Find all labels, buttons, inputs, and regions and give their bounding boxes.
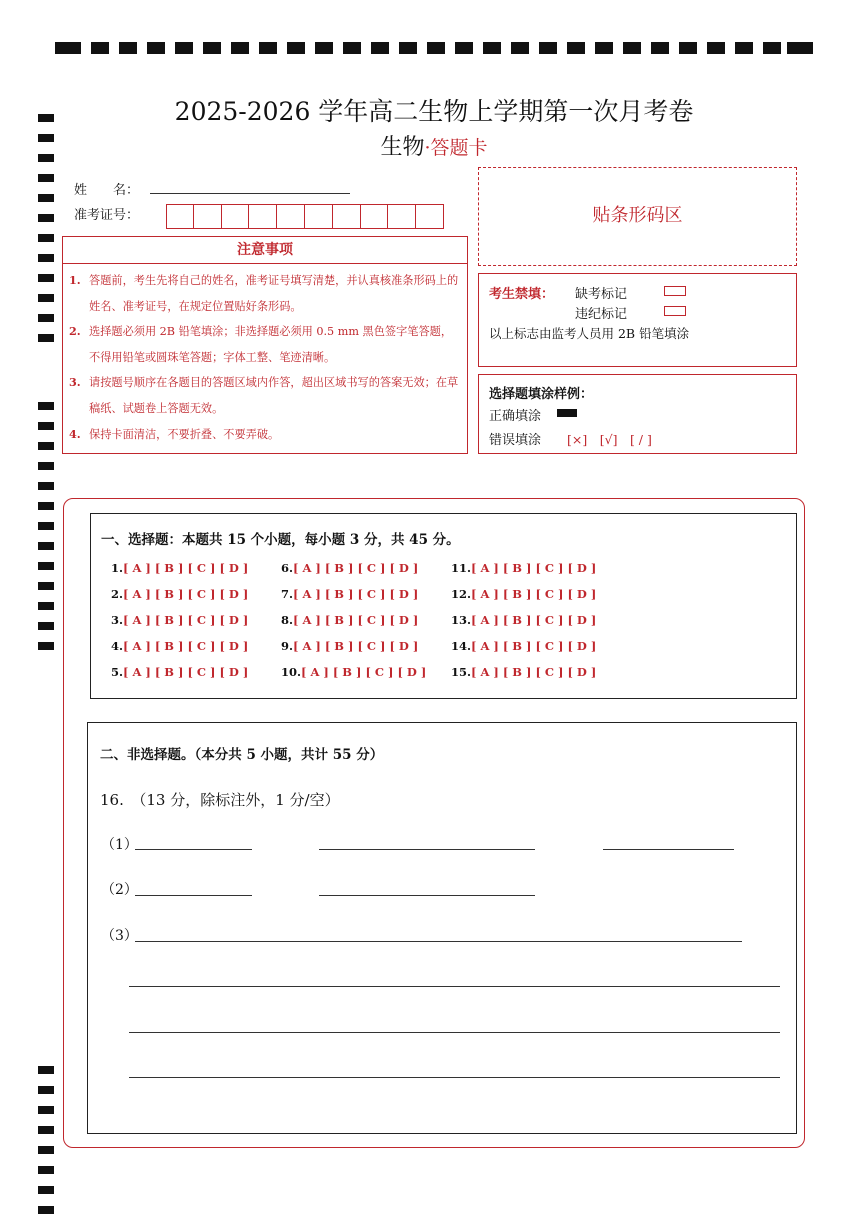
timing-mark [679, 42, 697, 54]
timing-mark [119, 42, 137, 54]
timing-mark [735, 42, 753, 54]
answer-line[interactable] [319, 849, 535, 850]
id-digit-box[interactable] [333, 204, 361, 229]
subject-label: 生物 [380, 135, 425, 160]
notice-item: 1. 答题前，考生先将自己的姓名，准考证号填写清楚，并认真核准条形码上的姓名、准考证号，在规定位置贴好条形码。 [69, 273, 459, 313]
choice-question[interactable] [281, 613, 418, 627]
forbid-note: 以上标志由监考人员用 2B 铅笔填涂 [489, 326, 690, 341]
choice-question[interactable] [111, 613, 248, 627]
choice-question[interactable] [111, 561, 248, 575]
timing-mark [38, 194, 54, 202]
question-number: 11. [451, 561, 472, 575]
timing-mark [399, 42, 417, 54]
answer-card-label: 答题卡 [430, 137, 488, 159]
choice-heading: 一、选择题：本题共 15 个小题，每小题 3 分，共 45 分。 [101, 532, 460, 548]
notice-item: 4. 保持卡面清洁，不要折叠、不要弄破。 [69, 426, 280, 441]
name-label: 姓 名： [74, 183, 140, 198]
absent-mark-box[interactable] [664, 286, 686, 296]
blank-label-3: （3） [101, 928, 138, 944]
timing-mark [38, 562, 54, 570]
timing-mark [651, 42, 669, 54]
wrong-label: 错误填涂 [489, 433, 542, 448]
notice-box [62, 236, 468, 454]
timing-mark [315, 42, 333, 54]
timing-mark [38, 522, 54, 530]
timing-mark [91, 42, 109, 54]
choice-question[interactable] [451, 561, 596, 575]
timing-mark [147, 42, 165, 54]
timing-mark [38, 1206, 54, 1214]
answer-line[interactable] [129, 1032, 780, 1033]
free-response-section [87, 722, 797, 1134]
timing-mark [38, 314, 54, 322]
subtitle-dot: · [424, 137, 431, 159]
violation-label: 违纪标记 [575, 307, 628, 322]
id-digit-box[interactable] [249, 204, 277, 229]
blank-label-2: （2） [101, 882, 138, 898]
timing-mark [287, 42, 305, 54]
answer-options[interactable]: [ A ] [ B ] [ C ] [ D ] [471, 561, 597, 575]
answer-line[interactable] [135, 895, 252, 896]
answer-options[interactable]: [ A ] [ B ] [ C ] [ D ] [293, 613, 419, 627]
timing-mark [483, 42, 501, 54]
timing-mark [38, 482, 54, 490]
answer-line[interactable] [603, 849, 734, 850]
question-number: 8. [281, 613, 294, 627]
timing-mark [38, 622, 54, 630]
timing-mark [38, 234, 54, 242]
choice-question[interactable] [281, 639, 418, 653]
timing-mark [38, 254, 54, 262]
exam-subtitle [0, 130, 868, 161]
timing-mark [511, 42, 529, 54]
timing-mark [707, 42, 725, 54]
timing-mark [595, 42, 613, 54]
choice-question[interactable] [111, 639, 248, 653]
answer-options[interactable]: [ A ] [ B ] [ C ] [ D ] [123, 613, 249, 627]
timing-mark [38, 1166, 54, 1174]
id-digit-box[interactable] [277, 204, 305, 229]
timing-mark [38, 334, 54, 342]
timing-mark [38, 1146, 54, 1154]
question-number: 3. [111, 613, 124, 627]
timing-mark [38, 582, 54, 590]
id-digit-box[interactable] [222, 204, 250, 229]
id-digit-box[interactable] [361, 204, 389, 229]
timing-mark [203, 42, 221, 54]
timing-mark [787, 42, 813, 54]
absent-label: 缺考标记 [575, 287, 628, 302]
choice-question[interactable] [111, 587, 248, 601]
timing-mark [38, 1066, 54, 1074]
answer-options[interactable]: [ A ] [ B ] [ C ] [ D ] [123, 561, 249, 575]
question-number: 4. [111, 639, 124, 653]
timing-mark [231, 42, 249, 54]
answer-line[interactable] [135, 849, 252, 850]
timing-mark [38, 422, 54, 430]
timing-mark [371, 42, 389, 54]
id-digit-box[interactable] [166, 204, 194, 229]
answer-options[interactable]: [ A ] [ B ] [ C ] [ D ] [293, 587, 419, 601]
answer-line[interactable] [319, 895, 535, 896]
id-digit-box[interactable] [388, 204, 416, 229]
timing-mark [38, 462, 54, 470]
answer-options[interactable]: [ A ] [ B ] [ C ] [ D ] [471, 587, 597, 601]
examiner-only-box [478, 273, 797, 367]
notice-item: 3. 请按题号顺序在各题目的答题区域内作答，超出区域书写的答案无效；在草稿纸、试题卷上答题无效。 [69, 375, 459, 415]
timing-mark [38, 294, 54, 302]
notice-title: 注意事项 [63, 237, 467, 264]
free-response-heading: 二、非选择题。（本分共 5 小题，共计 55 分） [100, 747, 384, 763]
timing-mark [55, 42, 81, 54]
choice-question[interactable] [451, 665, 596, 679]
question-number: 10. [281, 665, 302, 679]
wrong-marks: [×] [√] [ / ] [567, 432, 652, 447]
answer-options[interactable]: [ A ] [ B ] [ C ] [ D ] [471, 665, 597, 679]
timing-mark [38, 174, 54, 182]
timing-mark [38, 602, 54, 610]
timing-mark [567, 42, 585, 54]
timing-mark [38, 1106, 54, 1114]
correct-fill-mark [557, 409, 577, 417]
timing-mark [38, 402, 54, 410]
timing-mark [763, 42, 781, 54]
question-number: 1. [111, 561, 124, 575]
violation-mark-box[interactable] [664, 306, 686, 316]
timing-mark [259, 42, 277, 54]
notice-item: 2. 选择题必须用 2B 铅笔填涂；非选择题必须用 0.5 mm 黑色签字笔答题，不得用铅笔或圆珠笔答题；字体工整、笔迹清晰。 [69, 324, 453, 364]
choice-question[interactable] [281, 665, 426, 679]
timing-mark [623, 42, 641, 54]
answer-line[interactable] [129, 1077, 780, 1078]
timing-mark [38, 542, 54, 550]
name-field[interactable] [150, 193, 350, 194]
answer-options[interactable]: [ A ] [ B ] [ C ] [ D ] [293, 561, 419, 575]
timing-mark [38, 1126, 54, 1134]
answer-options[interactable]: [ A ] [ B ] [ C ] [ D ] [293, 639, 419, 653]
timing-mark [38, 642, 54, 650]
question-number: 2. [111, 587, 124, 601]
id-digit-box[interactable] [416, 204, 444, 229]
timing-mark [175, 42, 193, 54]
timing-mark [539, 42, 557, 54]
answer-options[interactable]: [ A ] [ B ] [ C ] [ D ] [301, 665, 427, 679]
timing-mark [38, 1086, 54, 1094]
question-number: 14. [451, 639, 472, 653]
timing-mark [38, 214, 54, 222]
timing-mark [38, 1186, 54, 1194]
choice-question[interactable] [281, 587, 418, 601]
question-number: 7. [281, 587, 294, 601]
answer-options[interactable]: [ A ] [ B ] [ C ] [ D ] [123, 665, 249, 679]
sample-title: 选择题填涂样例： [489, 387, 594, 402]
choice-question[interactable] [111, 665, 248, 679]
timing-mark [38, 442, 54, 450]
question-16-label: 16. （13 分，除标注外，1 分/空） [100, 791, 340, 809]
choice-question[interactable] [451, 639, 596, 653]
forbid-title: 考生禁填： [489, 287, 555, 302]
question-number: 12. [451, 587, 472, 601]
blank-label-1: （1） [101, 837, 138, 853]
answer-options[interactable]: [ A ] [ B ] [ C ] [ D ] [123, 587, 249, 601]
choice-question[interactable] [281, 561, 418, 575]
question-number: 6. [281, 561, 294, 575]
answer-line[interactable] [135, 941, 742, 942]
answer-options[interactable]: [ A ] [ B ] [ C ] [ D ] [471, 613, 597, 627]
id-digit-box[interactable] [194, 204, 222, 229]
timing-mark [38, 274, 54, 282]
choice-question[interactable] [451, 613, 596, 627]
timing-mark [455, 42, 473, 54]
answer-options[interactable]: [ A ] [ B ] [ C ] [ D ] [471, 639, 597, 653]
barcode-area[interactable]: 贴条形码区 [478, 167, 797, 266]
exam-id-boxes[interactable] [166, 204, 444, 229]
question-number: 5. [111, 665, 124, 679]
answer-options[interactable]: [ A ] [ B ] [ C ] [ D ] [123, 639, 249, 653]
answer-line[interactable] [129, 986, 780, 987]
timing-marks-top [55, 42, 815, 54]
question-number: 15. [451, 665, 472, 679]
question-number: 13. [451, 613, 472, 627]
exam-id-label: 准考证号： [74, 208, 140, 223]
question-number: 9. [281, 639, 294, 653]
timing-mark [427, 42, 445, 54]
id-digit-box[interactable] [305, 204, 333, 229]
timing-mark [38, 502, 54, 510]
correct-label: 正确填涂 [489, 409, 542, 424]
choice-question[interactable] [451, 587, 596, 601]
fill-sample-box [478, 374, 797, 454]
timing-mark [343, 42, 361, 54]
exam-title: 2025-2026 学年高二生物上学期第一次月考卷 [174, 97, 694, 126]
